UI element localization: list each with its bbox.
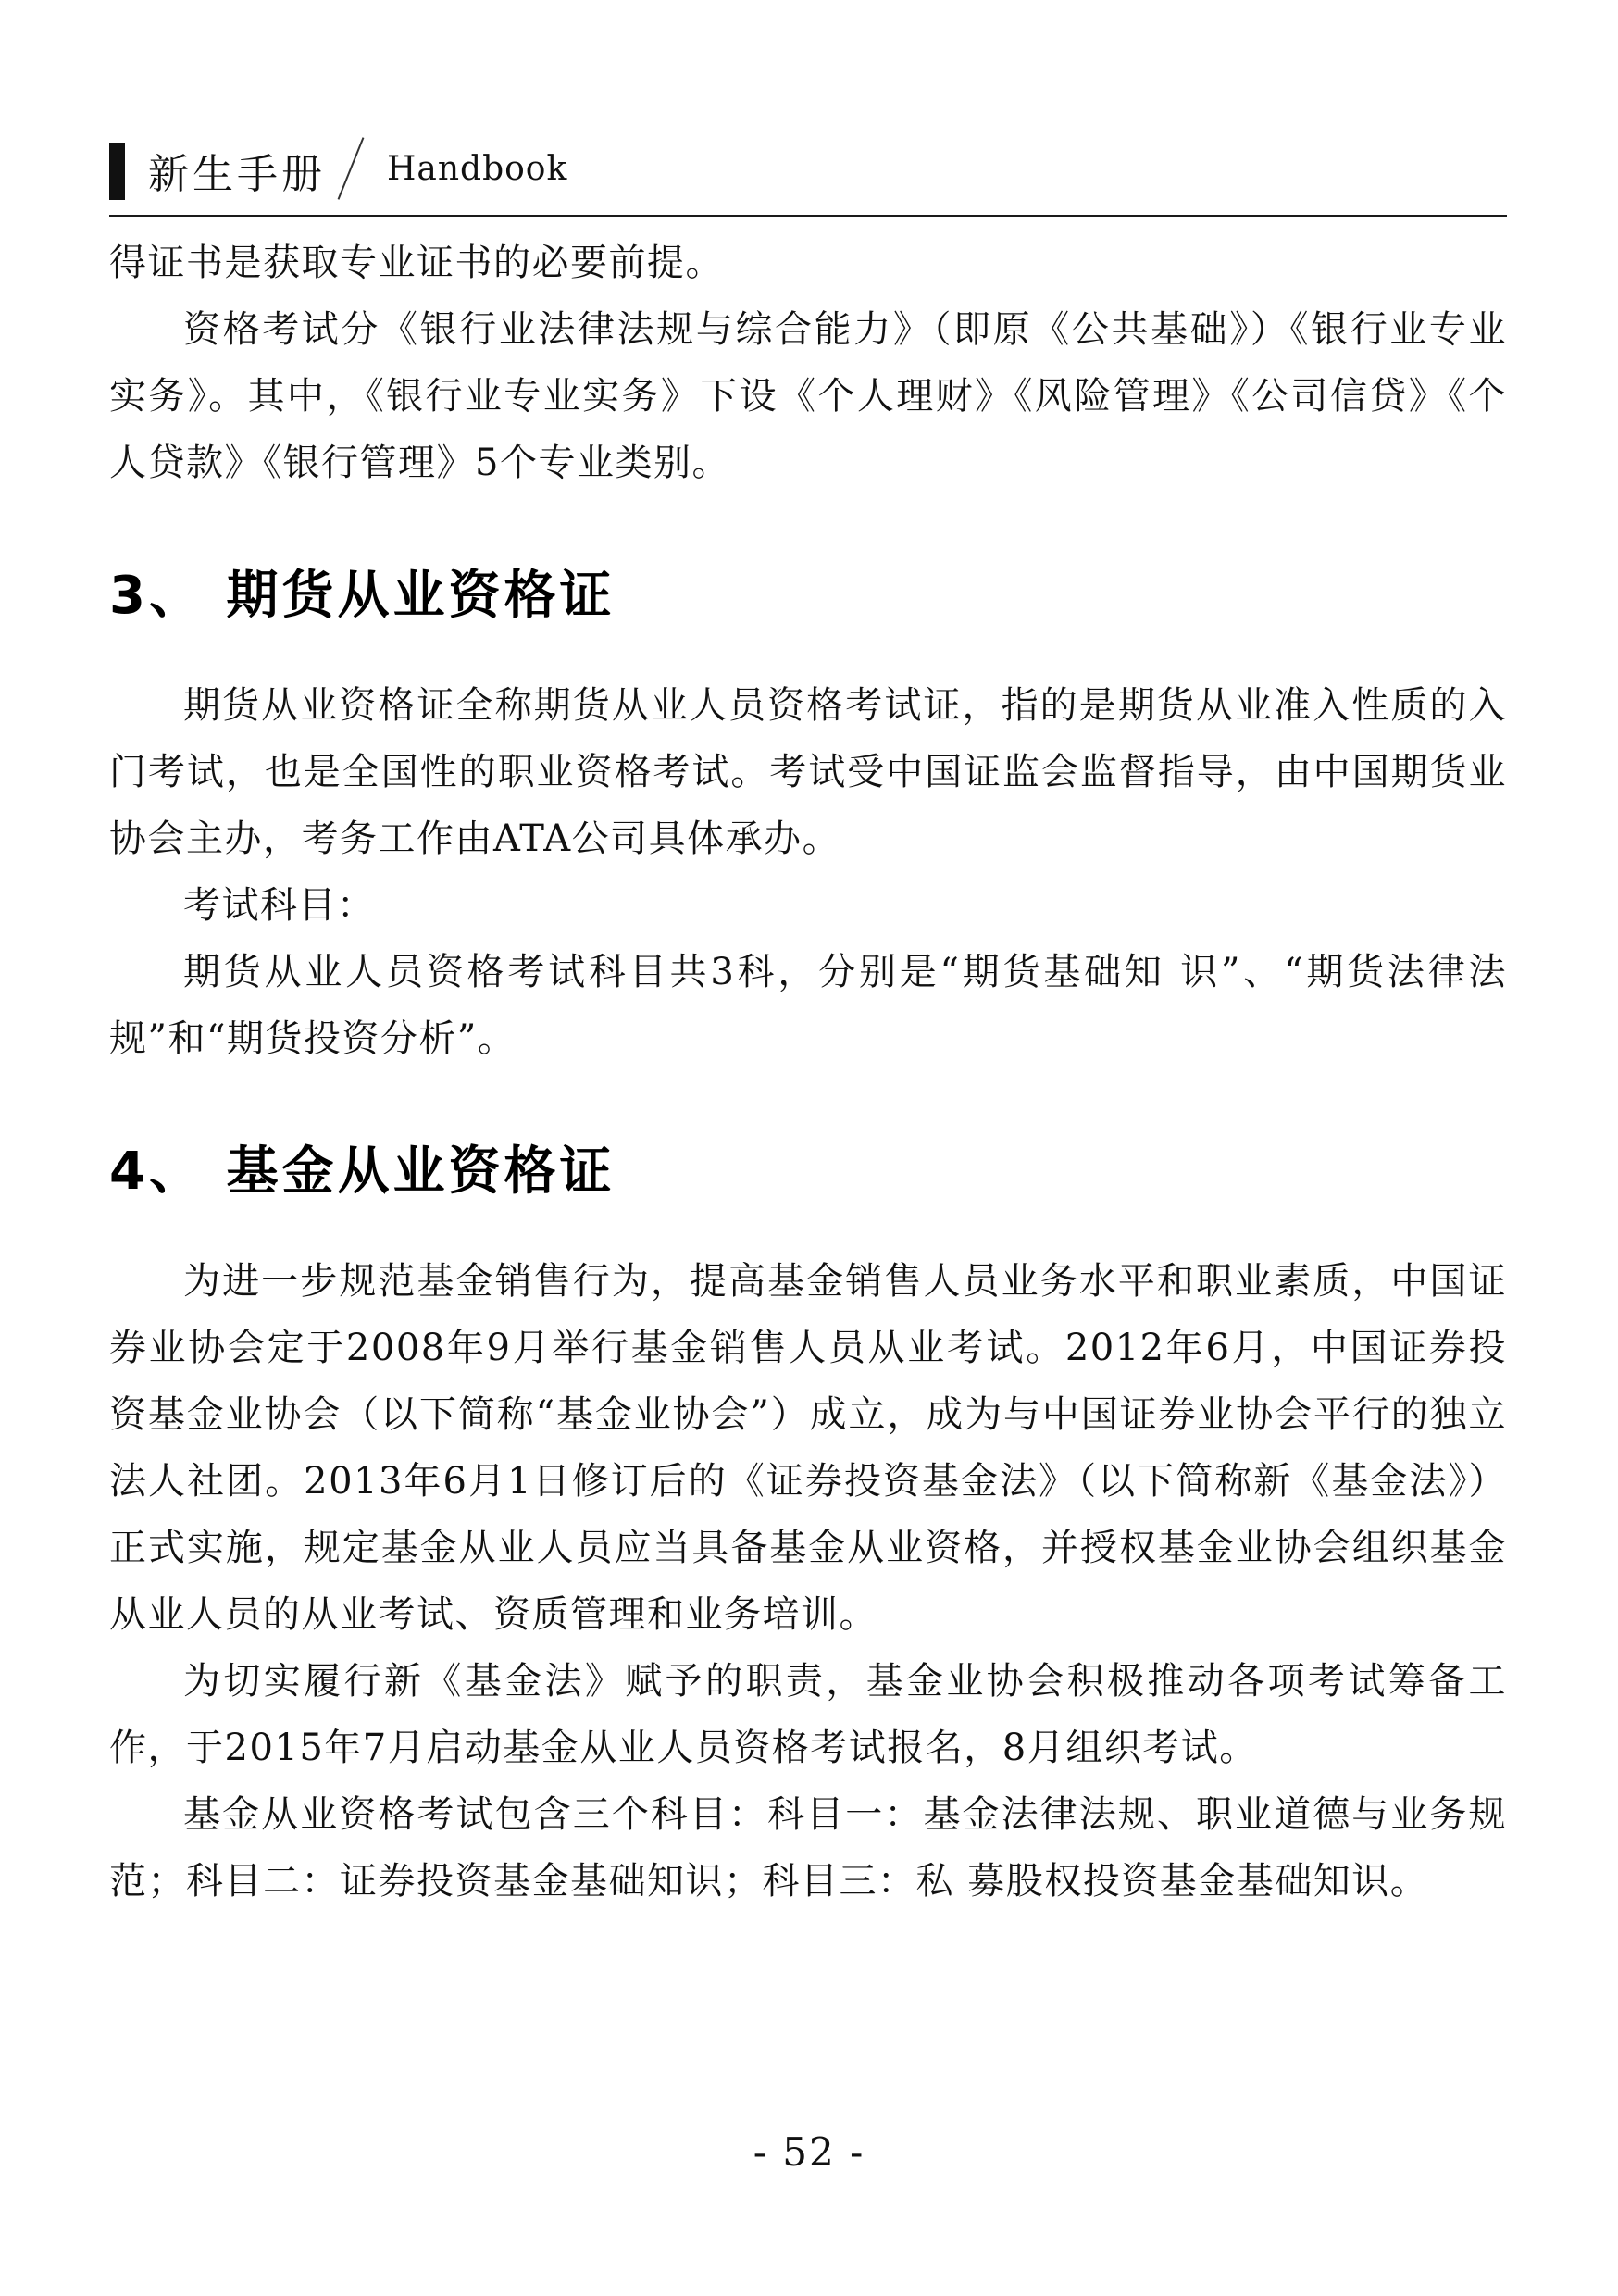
page-content bbox=[109, 230, 1507, 1915]
paragraph-bank-exam: 资格考试分《银行业法律法规与综合能力》（即原《公共基础》）《银行业专业实务》。其中，《银行业专业实务》下设《个人理财》《风险管理》《公司信贷》《个人贷款》《银行管理》5个专业类别。 bbox=[109, 308, 1507, 484]
paragraph-futures-subjects: 期货从业人员资格考试科目共3科，分别是“期货基础知 识”、“期货法律法规”和“期货投资分析”。 bbox=[109, 951, 1507, 1060]
header-accent-bar bbox=[109, 143, 125, 200]
spacer bbox=[109, 496, 1507, 557]
spacer bbox=[109, 1211, 1507, 1248]
paragraph-fund-preparation: 为切实履行新《基金法》赋予的职责，基金业协会积极推动各项考试筹备工作，于2015年7月启动基金从业人员资格考试报名，8月组织考试。 bbox=[109, 1660, 1507, 1769]
header-divider-slash bbox=[338, 137, 365, 200]
section-heading-4: 4、 基金从业资格证 bbox=[109, 1142, 616, 1202]
paragraph-fund-subjects: 基金从业资格考试包含三个科目：科目一：基金法律法规、职业道德与业务规范；科目二：证券投资基金基础知识；科目三：私 募股权投资基金基础知识。 bbox=[109, 1793, 1507, 1903]
page-number: - 52 - bbox=[753, 2129, 865, 2175]
spacer bbox=[109, 635, 1507, 672]
header-title-en: Handbook bbox=[387, 150, 568, 188]
section-heading-3: 3、 期货从业资格证 bbox=[109, 566, 616, 626]
paragraph-fund-history: 为进一步规范基金销售行为，提高基金销售人员业务水平和职业素质，中国证券业协会定于2008年9月举行基金销售人员从业考试。2012年6月，中国证券投资基金业协会（以下简称“基金业协会”）成立，成为与中国证券业协会平行的独立法人社团。2013年6月1日修订后的《证券投资基金法》（以下简称新《基金法》）正式实施，规定基金从业人员应当具备基金从业资格，并授权基金业协会组织基金从业人员的从业考试、资质管理和业务培训。 bbox=[109, 1260, 1507, 1636]
paragraph-continued: 得证书是获取专业证书的必要前提。 bbox=[109, 242, 724, 284]
spacer bbox=[109, 1072, 1507, 1133]
page-header bbox=[109, 130, 1507, 213]
paragraph-futures-subjects-label: 考试科目： bbox=[183, 884, 376, 927]
header-title-cn: 新生手册 bbox=[148, 151, 326, 198]
header-rule bbox=[109, 215, 1507, 217]
paragraph-futures-intro: 期货从业资格证全称期货从业人员资格考试证，指的是期货从业准入性质的入门考试，也是全国性的职业资格考试。考试受中国证监会监督指导，由中国期货业协会主办，考务工作由ATA公司具体承办。 bbox=[109, 684, 1507, 860]
